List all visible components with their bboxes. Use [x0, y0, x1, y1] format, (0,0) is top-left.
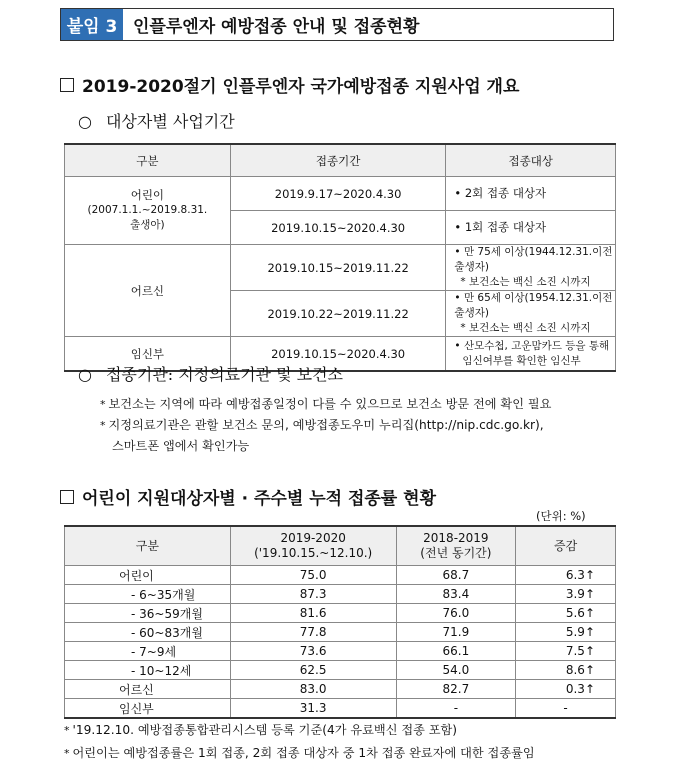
child-range-2: 출생아) [130, 219, 165, 231]
footnote-2 [64, 744, 535, 761]
cell-prev: 71.9 [396, 623, 516, 642]
header-category: 구분 [65, 144, 231, 177]
circle-bullet-icon: ○ [78, 112, 92, 131]
section2-title: 어린이 지원대상자별 · 주수별 누적 접종률 현황 [82, 489, 436, 509]
appendix-banner [60, 8, 614, 41]
cell-prev: 83.4 [396, 585, 516, 604]
cell-cur: 31.3 [230, 699, 396, 719]
asterisk-icon: * [100, 398, 106, 411]
cell-label: 어르신 [65, 680, 231, 699]
target-cell [446, 337, 616, 372]
note-text-cont: 스마트폰 앱에서 확인가능 [112, 439, 250, 453]
table-row [65, 680, 616, 699]
period-cell: 2019.10.22~2019.11.22 [230, 291, 446, 337]
table-row [65, 604, 616, 623]
target-note: * 보건소는 백신 소진 시까지 [460, 322, 591, 334]
square-bullet-icon [60, 78, 74, 92]
note-text: 보건소는 지역에 따라 예방접종일정이 다를 수 있으므로 보건소 방문 전에 확인 필요 [108, 397, 552, 411]
cell-prev: 54.0 [396, 661, 516, 680]
header-category: 구분 [65, 526, 231, 566]
table-row [65, 245, 616, 291]
target-line: • 만 75세 이상(1944.12.31.이전 출생자) [454, 246, 613, 273]
target-cell [446, 245, 616, 291]
header-current-year: 2019-2020 [280, 531, 346, 545]
vaccination-rate-table [64, 525, 616, 719]
child-range: (2007.1.1.~2019.8.31. [87, 204, 208, 216]
cell-diff: - [516, 699, 616, 719]
target-line: • 만 65세 이상(1954.12.31.이전 출생자) [454, 292, 613, 319]
header-target: 접종대상 [446, 144, 616, 177]
cell-diff: 6.3↑ [516, 566, 616, 585]
cell-label: - 60~83개월 [65, 623, 231, 642]
cell-cur: 87.3 [230, 585, 396, 604]
cell-cur: 73.6 [230, 642, 396, 661]
child-group-cell [65, 177, 231, 245]
cell-prev: 76.0 [396, 604, 516, 623]
header-previous [396, 526, 516, 566]
cell-cur: 83.0 [230, 680, 396, 699]
header-current-range: ('19.10.15.~12.10.) [254, 546, 373, 560]
cell-prev: - [396, 699, 516, 719]
institutions-label: 접종기관: 지정의료기관 및 보건소 [105, 365, 344, 384]
elder-group-cell: 어르신 [65, 245, 231, 337]
cell-cur: 62.5 [230, 661, 396, 680]
footnote-1 [64, 721, 457, 738]
target-line: 임신여부를 확인한 임신부 [462, 354, 581, 367]
cell-cur: 75.0 [230, 566, 396, 585]
section2-heading [60, 484, 436, 509]
period-cell: 2019.9.17~2020.4.30 [230, 177, 446, 211]
asterisk-icon: * [64, 747, 70, 760]
circle-bullet-icon: ○ [78, 365, 92, 384]
unit-label: (단위: %) [536, 509, 586, 523]
target-cell [446, 291, 616, 337]
table-row [65, 585, 616, 604]
table-header [65, 144, 616, 177]
cell-diff: 7.5↑ [516, 642, 616, 661]
rate-rows [65, 566, 616, 719]
program-period-table [64, 143, 616, 372]
table-row [65, 177, 616, 211]
institutions-notes [100, 394, 620, 457]
header-period: 접종기간 [230, 144, 446, 177]
target-line: • 산모수첩, 고운맘카드 등을 통해 [454, 339, 610, 352]
table-row [65, 623, 616, 642]
target-note: * 보건소는 백신 소진 시까지 [460, 276, 591, 288]
cell-prev: 66.1 [396, 642, 516, 661]
period-cell: 2019.10.15~2020.4.30 [230, 211, 446, 245]
table-row [65, 566, 616, 585]
target-cell: • 1회 접종 대상자 [446, 211, 616, 245]
appendix-title: 인플루엔자 예방접종 안내 및 접종현황 [133, 17, 420, 37]
table-row [65, 661, 616, 680]
cell-label: - 10~12세 [65, 661, 231, 680]
cell-label: - 36~59개월 [65, 604, 231, 623]
subsection-label: 대상자별 사업기간 [105, 112, 235, 131]
table-row [65, 699, 616, 719]
footnote-text: '19.12.10. 예방접종통합관리시스템 등록 기준(4가 유료백신 접종 포함) [72, 723, 458, 737]
cell-diff: 5.6↑ [516, 604, 616, 623]
cell-label: 임신부 [65, 699, 231, 719]
cell-label: 어린이 [65, 566, 231, 585]
cell-cur: 81.6 [230, 604, 396, 623]
cell-diff: 5.9↑ [516, 623, 616, 642]
header-current [230, 526, 396, 566]
note-text: 지정의료기관은 관할 보건소 문의, 예방접종도우미 누리집(http://nip.cdc.go.kr), [108, 418, 544, 432]
cell-label: - 6~35개월 [65, 585, 231, 604]
cell-prev: 68.7 [396, 566, 516, 585]
footnote-text: 어린이는 예방접종률은 1회 접종, 2회 접종 대상자 중 1차 접종 완료자에 대한 접종률임 [72, 746, 535, 760]
subsection-target-period [78, 109, 235, 132]
cell-label: - 7~9세 [65, 642, 231, 661]
header-change: 증감 [516, 526, 616, 566]
asterisk-icon: * [64, 724, 70, 737]
asterisk-icon: * [100, 419, 106, 432]
child-group-label: 어린이 [130, 188, 165, 202]
target-cell: • 2회 접종 대상자 [446, 177, 616, 211]
cell-cur: 77.8 [230, 623, 396, 642]
cell-diff: 3.9↑ [516, 585, 616, 604]
table-header [65, 526, 616, 566]
section1-title: 2019-2020절기 인플루엔자 국가예방접종 지원사업 개요 [82, 77, 520, 97]
cell-prev: 82.7 [396, 680, 516, 699]
section1-heading [60, 72, 519, 97]
note-item [100, 394, 620, 415]
square-bullet-icon [60, 490, 74, 504]
cell-diff: 8.6↑ [516, 661, 616, 680]
appendix-tag: 붙임 3 [61, 9, 123, 40]
subsection-institutions [78, 362, 343, 385]
period-cell: 2019.10.15~2020.4.30 [230, 337, 446, 372]
preg-group-cell: 임신부 [65, 337, 231, 372]
note-item [100, 415, 620, 436]
header-previous-year: 2018-2019 [423, 531, 489, 545]
header-previous-note: (전년 동기간) [420, 546, 492, 560]
period-cell: 2019.10.15~2019.11.22 [230, 245, 446, 291]
table-row [65, 642, 616, 661]
cell-diff: 0.3↑ [516, 680, 616, 699]
